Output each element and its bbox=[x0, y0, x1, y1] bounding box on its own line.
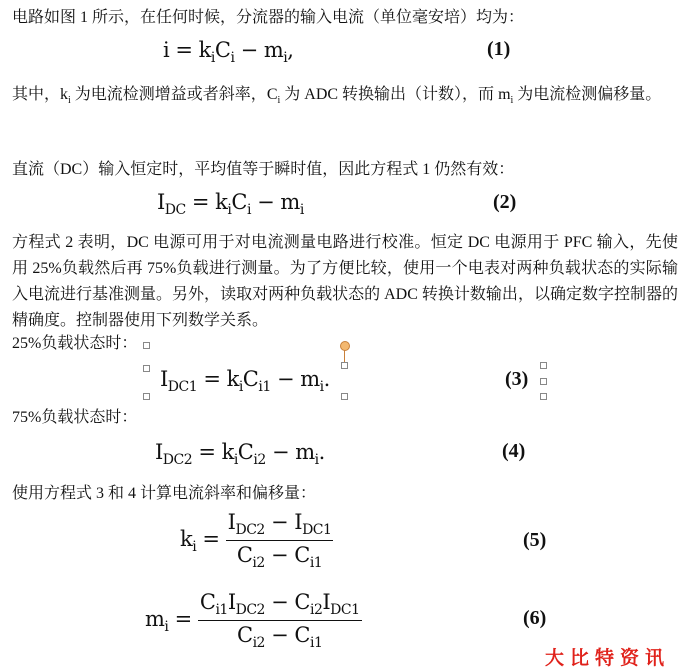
equation-2-label: (2) bbox=[493, 191, 517, 213]
math-subscript: i1 bbox=[258, 379, 271, 395]
math-term: I bbox=[322, 590, 331, 614]
math-subscript: i1 bbox=[309, 555, 323, 571]
equation-5-numerator bbox=[226, 510, 334, 541]
equation-5 bbox=[180, 510, 333, 571]
math-term: = k bbox=[185, 190, 228, 214]
math-subscript: DC2 bbox=[235, 522, 265, 538]
selection-handle[interactable] bbox=[143, 393, 150, 400]
math-subscript: i2 bbox=[253, 452, 266, 468]
math-term: − m bbox=[265, 440, 315, 464]
selection-handle[interactable] bbox=[143, 365, 150, 372]
math-subscript: i bbox=[192, 538, 197, 555]
equation-6-numerator bbox=[198, 590, 362, 621]
equation-1-label: (1) bbox=[487, 38, 511, 60]
math-subscript: DC1 bbox=[330, 602, 360, 618]
equation-6-lhs bbox=[145, 606, 198, 635]
math-term: m bbox=[145, 606, 165, 631]
math-term: − C bbox=[264, 590, 310, 614]
math-term: C bbox=[237, 440, 254, 464]
equation-5-fraction bbox=[226, 510, 334, 571]
selection-handle[interactable] bbox=[540, 393, 547, 400]
rotate-handle-stem bbox=[344, 350, 345, 362]
selection-handle[interactable] bbox=[540, 378, 547, 385]
selection-handle[interactable] bbox=[540, 362, 547, 369]
paragraph-75-load: 75%负载状态时： bbox=[12, 409, 138, 426]
math-term: − C bbox=[264, 623, 310, 647]
math-term: = bbox=[196, 526, 226, 551]
math-subscript: i bbox=[227, 202, 232, 218]
math-subscript: i bbox=[210, 50, 215, 66]
math-term: − m bbox=[234, 38, 284, 62]
math-subscript: DC2 bbox=[235, 602, 265, 618]
math-term: I bbox=[227, 590, 236, 614]
equation-3-label: (3) bbox=[505, 368, 529, 390]
math-subscript: i1 bbox=[309, 635, 323, 651]
math-subscript: i bbox=[164, 618, 169, 635]
math-subscript: i bbox=[230, 50, 235, 66]
math-subscript: i2 bbox=[252, 555, 265, 571]
math-term: = k bbox=[192, 440, 234, 464]
paragraph-compute: 使用方程式 3 和 4 计算电流斜率和偏移量： bbox=[12, 485, 317, 502]
math-term: = k bbox=[197, 367, 239, 391]
selection-handle[interactable] bbox=[341, 362, 348, 369]
paragraph-intro: 电路如图 1 所示，在任何时候，分流器的输入电流（单位毫安培）均为： bbox=[12, 9, 525, 26]
math-term: C bbox=[242, 367, 259, 391]
math-term: . bbox=[318, 440, 325, 464]
math-subscript: DC bbox=[164, 202, 186, 218]
watermark-logo: 大比特资讯 bbox=[545, 647, 671, 669]
equation-6-fraction bbox=[198, 590, 362, 651]
math-subscript: i1 bbox=[215, 602, 228, 618]
math-subscript: i bbox=[319, 379, 324, 395]
math-term: I bbox=[227, 510, 236, 534]
math-subscript: i bbox=[246, 202, 251, 218]
math-term: I bbox=[160, 367, 168, 391]
paragraph-definitions: 其中，$k_i$ 为电流检测增益或者斜率，$C_i$ 为 ADC 转换输出（计数），而 $m_i$ 为电流检测偏移量。 bbox=[12, 86, 662, 107]
math-subscript: i2 bbox=[252, 635, 265, 651]
equation-3 bbox=[160, 367, 330, 395]
equation-5-lhs bbox=[180, 526, 226, 555]
equation-6-denominator bbox=[198, 621, 362, 651]
selection-handle[interactable] bbox=[143, 342, 150, 349]
equation-5-denominator bbox=[226, 541, 334, 571]
math-subscript: DC1 bbox=[302, 522, 332, 538]
equation-5-label: (5) bbox=[523, 529, 547, 551]
math-subscript: i bbox=[238, 379, 243, 395]
math-term: − m bbox=[250, 190, 300, 214]
math-term: C bbox=[199, 590, 216, 614]
math-subscript: i bbox=[299, 202, 304, 218]
math-term: − m bbox=[270, 367, 320, 391]
math-term: I bbox=[155, 440, 163, 464]
math-term: k bbox=[180, 526, 193, 551]
equation-4-label: (4) bbox=[502, 440, 526, 462]
math-subscript: i bbox=[283, 50, 288, 66]
math-term: C bbox=[231, 190, 247, 214]
rotate-handle[interactable] bbox=[340, 341, 350, 351]
math-subscript: i bbox=[233, 452, 238, 468]
math-subscript: i2 bbox=[309, 602, 323, 618]
math-term: . bbox=[323, 367, 330, 391]
math-term: − C bbox=[264, 543, 310, 567]
math-term: = bbox=[168, 606, 198, 631]
math-term: C bbox=[236, 543, 253, 567]
math-term: C bbox=[237, 623, 253, 647]
equation-6-label: (6) bbox=[523, 607, 547, 629]
equation-4 bbox=[155, 440, 325, 468]
math-subscript: i bbox=[314, 452, 319, 468]
equation-6 bbox=[145, 590, 362, 651]
math-term: , bbox=[287, 38, 294, 62]
math-term: I bbox=[157, 190, 165, 214]
equation-2 bbox=[157, 190, 304, 218]
math-subscript: DC2 bbox=[162, 452, 193, 468]
equation-1 bbox=[163, 38, 293, 66]
paragraph-calibration: 方程式 2 表明，DC 电源可用于对电流测量电路进行校准。恒定 DC 电源用于 PFC 输入，先使用 25%负载然后再 75%负载进行测量。为了方便比较，使用一个电表对两种负载状态的实际输入电流进行基准测量。另外，读取对两种负载状态的 ADC 转换计数输出，以确定数字控制器的精确度。控制器使用下列数学关系。 bbox=[12, 234, 678, 329]
paragraph-dc: 直流（DC）输入恒定时，平均值等于瞬时值，因此方程式 1 仍然有效： bbox=[12, 161, 515, 178]
math-term: − I bbox=[264, 510, 303, 534]
paragraph-25-load: 25%负载状态时： bbox=[12, 335, 138, 352]
math-term: C bbox=[214, 38, 231, 62]
math-term: i = k bbox=[163, 38, 211, 62]
selection-handle[interactable] bbox=[341, 393, 348, 400]
math-subscript: DC1 bbox=[167, 379, 198, 395]
